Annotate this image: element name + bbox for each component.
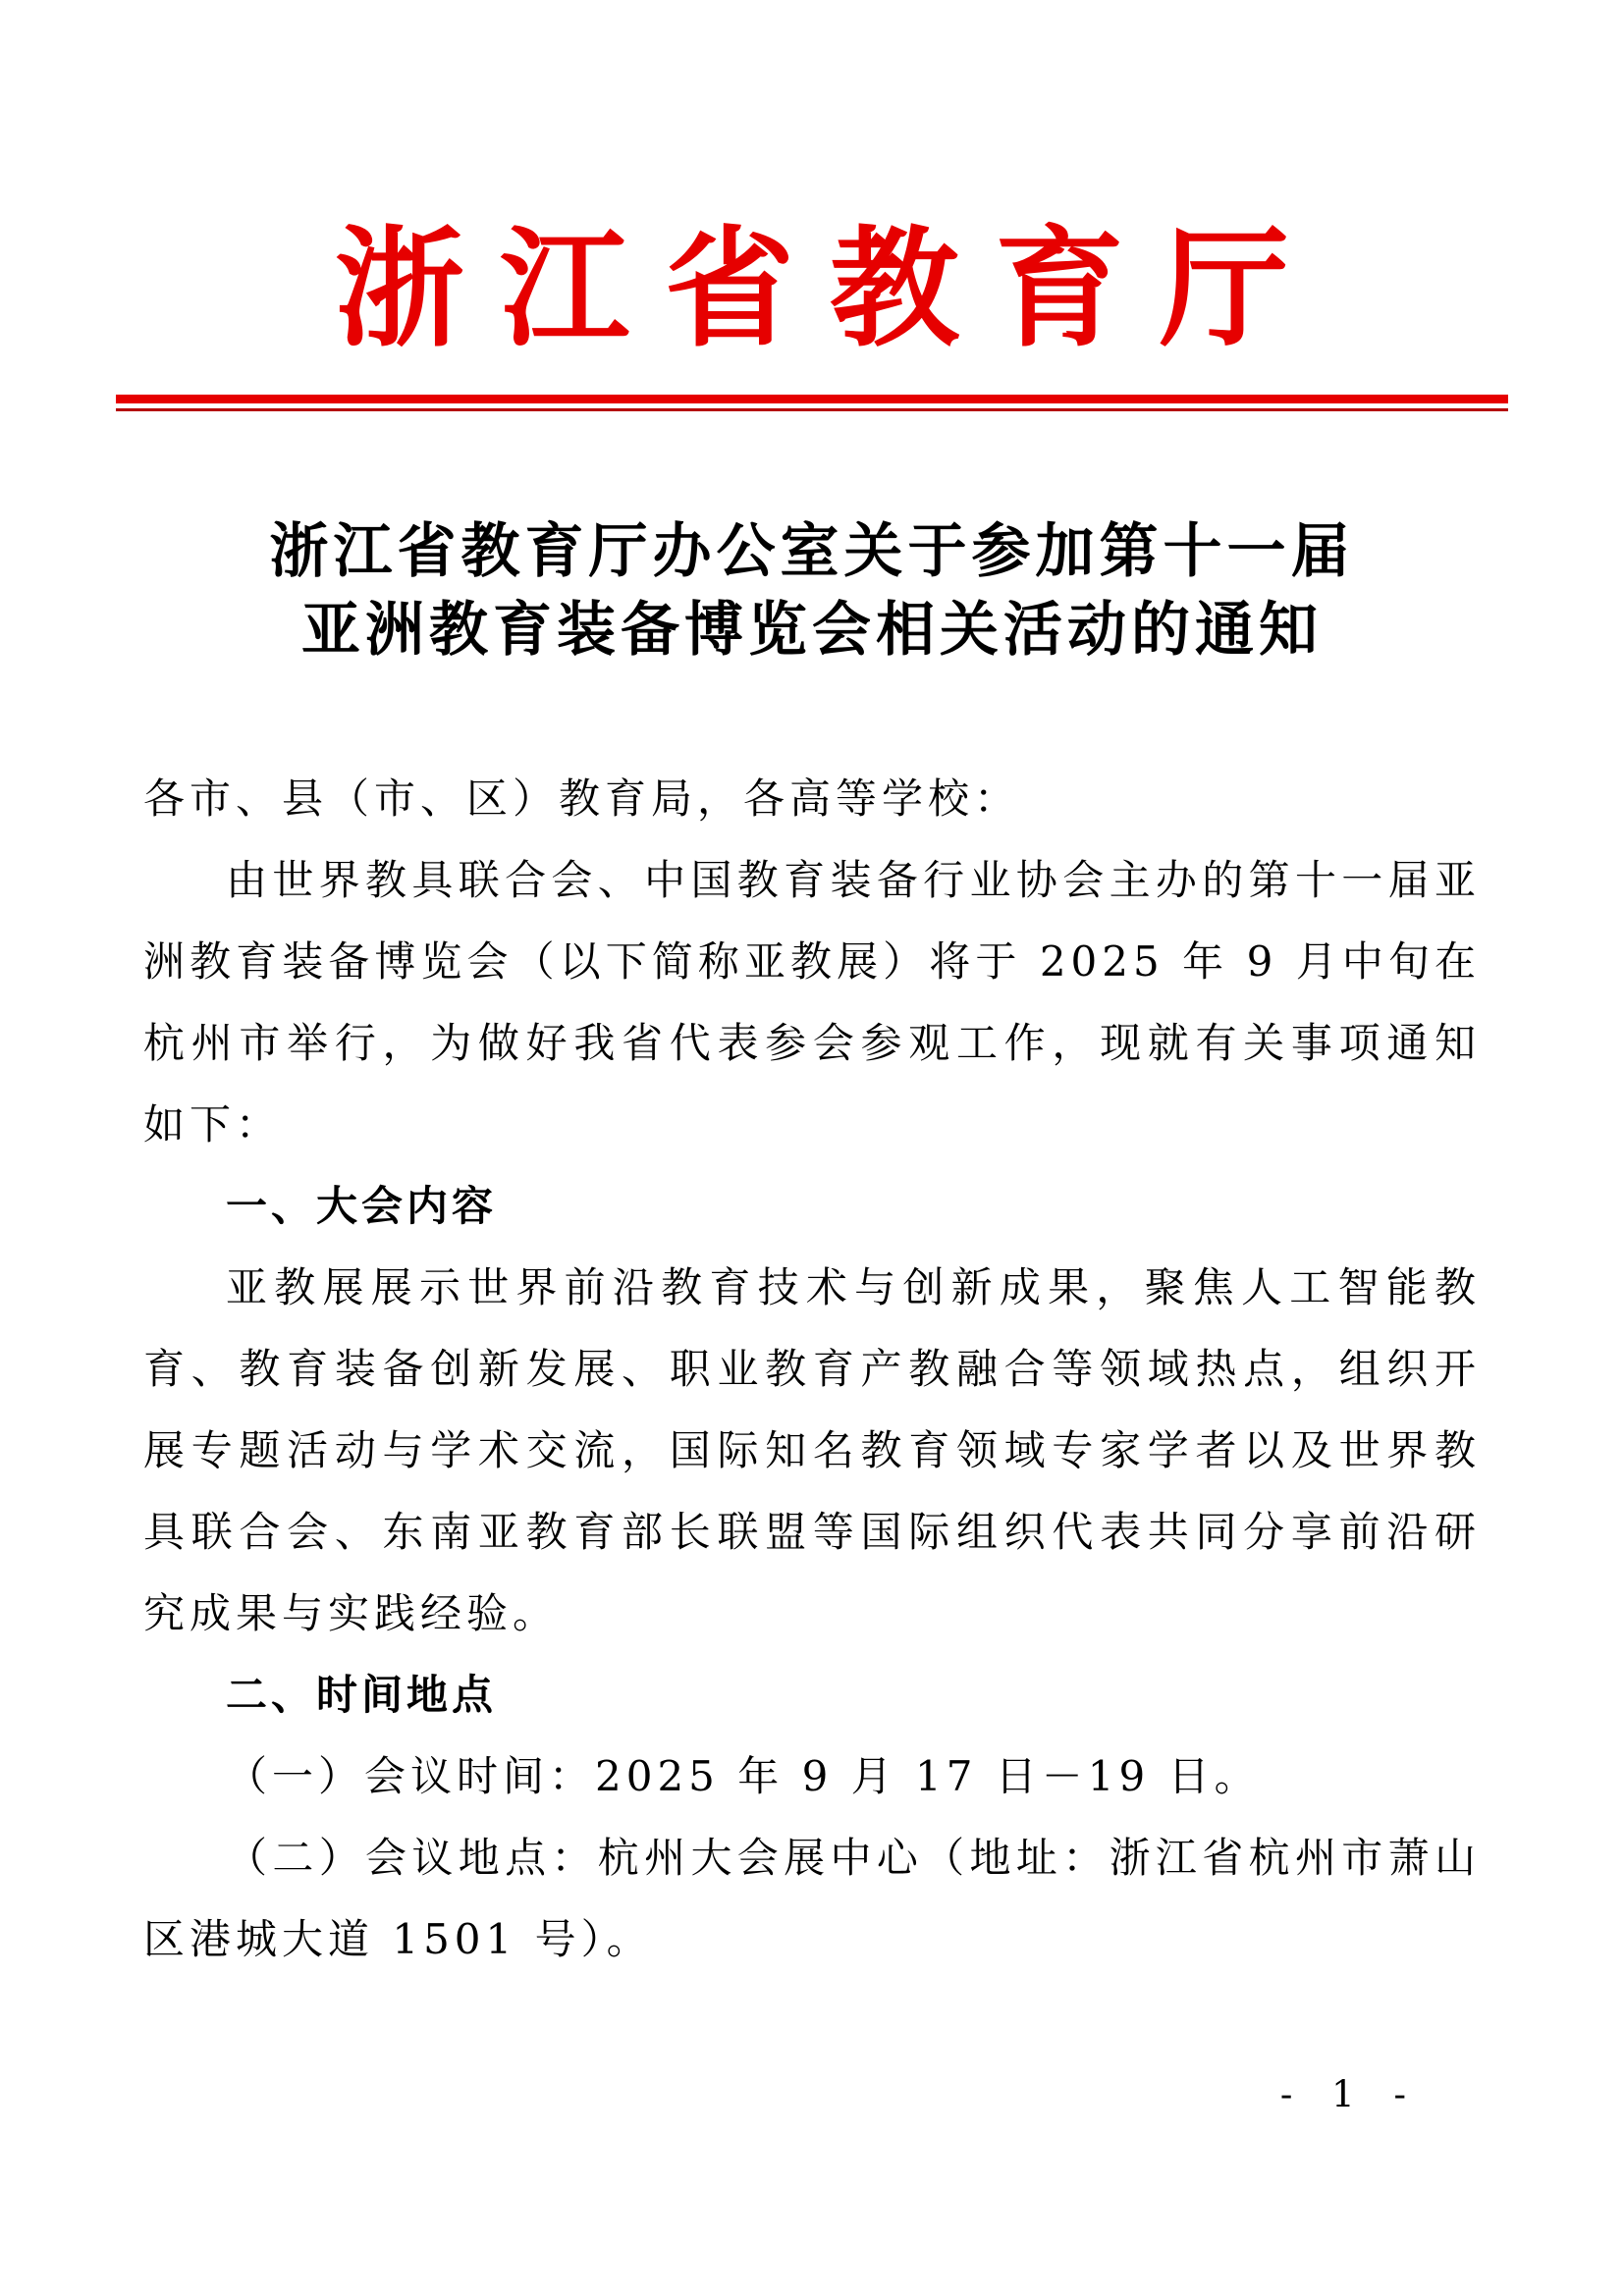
section-heading-2: 二、时间地点 bbox=[226, 1671, 498, 1719]
section1-paragraph: 亚教展展示世界前沿教育技术与创新成果，聚焦人工智能教育、教育装备创新发展、职业教育产教融合等领域热点，组织开展专题活动与学术交流，国际知名教育领域专家学者以及世界教具联合会、东南亚教育部长联盟等国际组织代表共同分享前沿研究成果与实践经验。 bbox=[143, 1263, 1481, 1637]
document-title-line2: 亚洲教育装备博览会相关活动的通知 bbox=[301, 596, 1323, 665]
intro-paragraph: 由世界教具联合会、中国教育装备行业协会主办的第十一届亚洲教育装备博览会（以下简称亚教展）将于 2025 年 9 月中旬在杭州市举行，为做好我省代表参会参观工作，现就有关事项通知如下： bbox=[143, 856, 1481, 1148]
salutation-line: 各市、县（市、区）教育局，各高等学校： bbox=[143, 774, 1021, 823]
document-body bbox=[143, 758, 1481, 1980]
letterhead-agency-title: 浙江省教育厅 bbox=[335, 213, 1325, 365]
page-number: - 1 - bbox=[1279, 2073, 1420, 2115]
letterhead-rule-thin bbox=[116, 408, 1508, 411]
letterhead-rule-thick bbox=[116, 395, 1508, 403]
document-title bbox=[0, 512, 1624, 669]
document-title-line1: 浙江省教育厅办公室关于参加第十一届 bbox=[269, 517, 1355, 586]
meeting-time-item: （一）会议时间：2025 年 9 月 17 日－19 日。 bbox=[226, 1752, 1261, 1800]
meeting-venue-item: （二）会议地点：杭州大会展中心（地址：浙江省杭州市萧山区港城大道 1501 号）。 bbox=[143, 1834, 1481, 1963]
section-heading-1: 一、大会内容 bbox=[226, 1182, 498, 1230]
